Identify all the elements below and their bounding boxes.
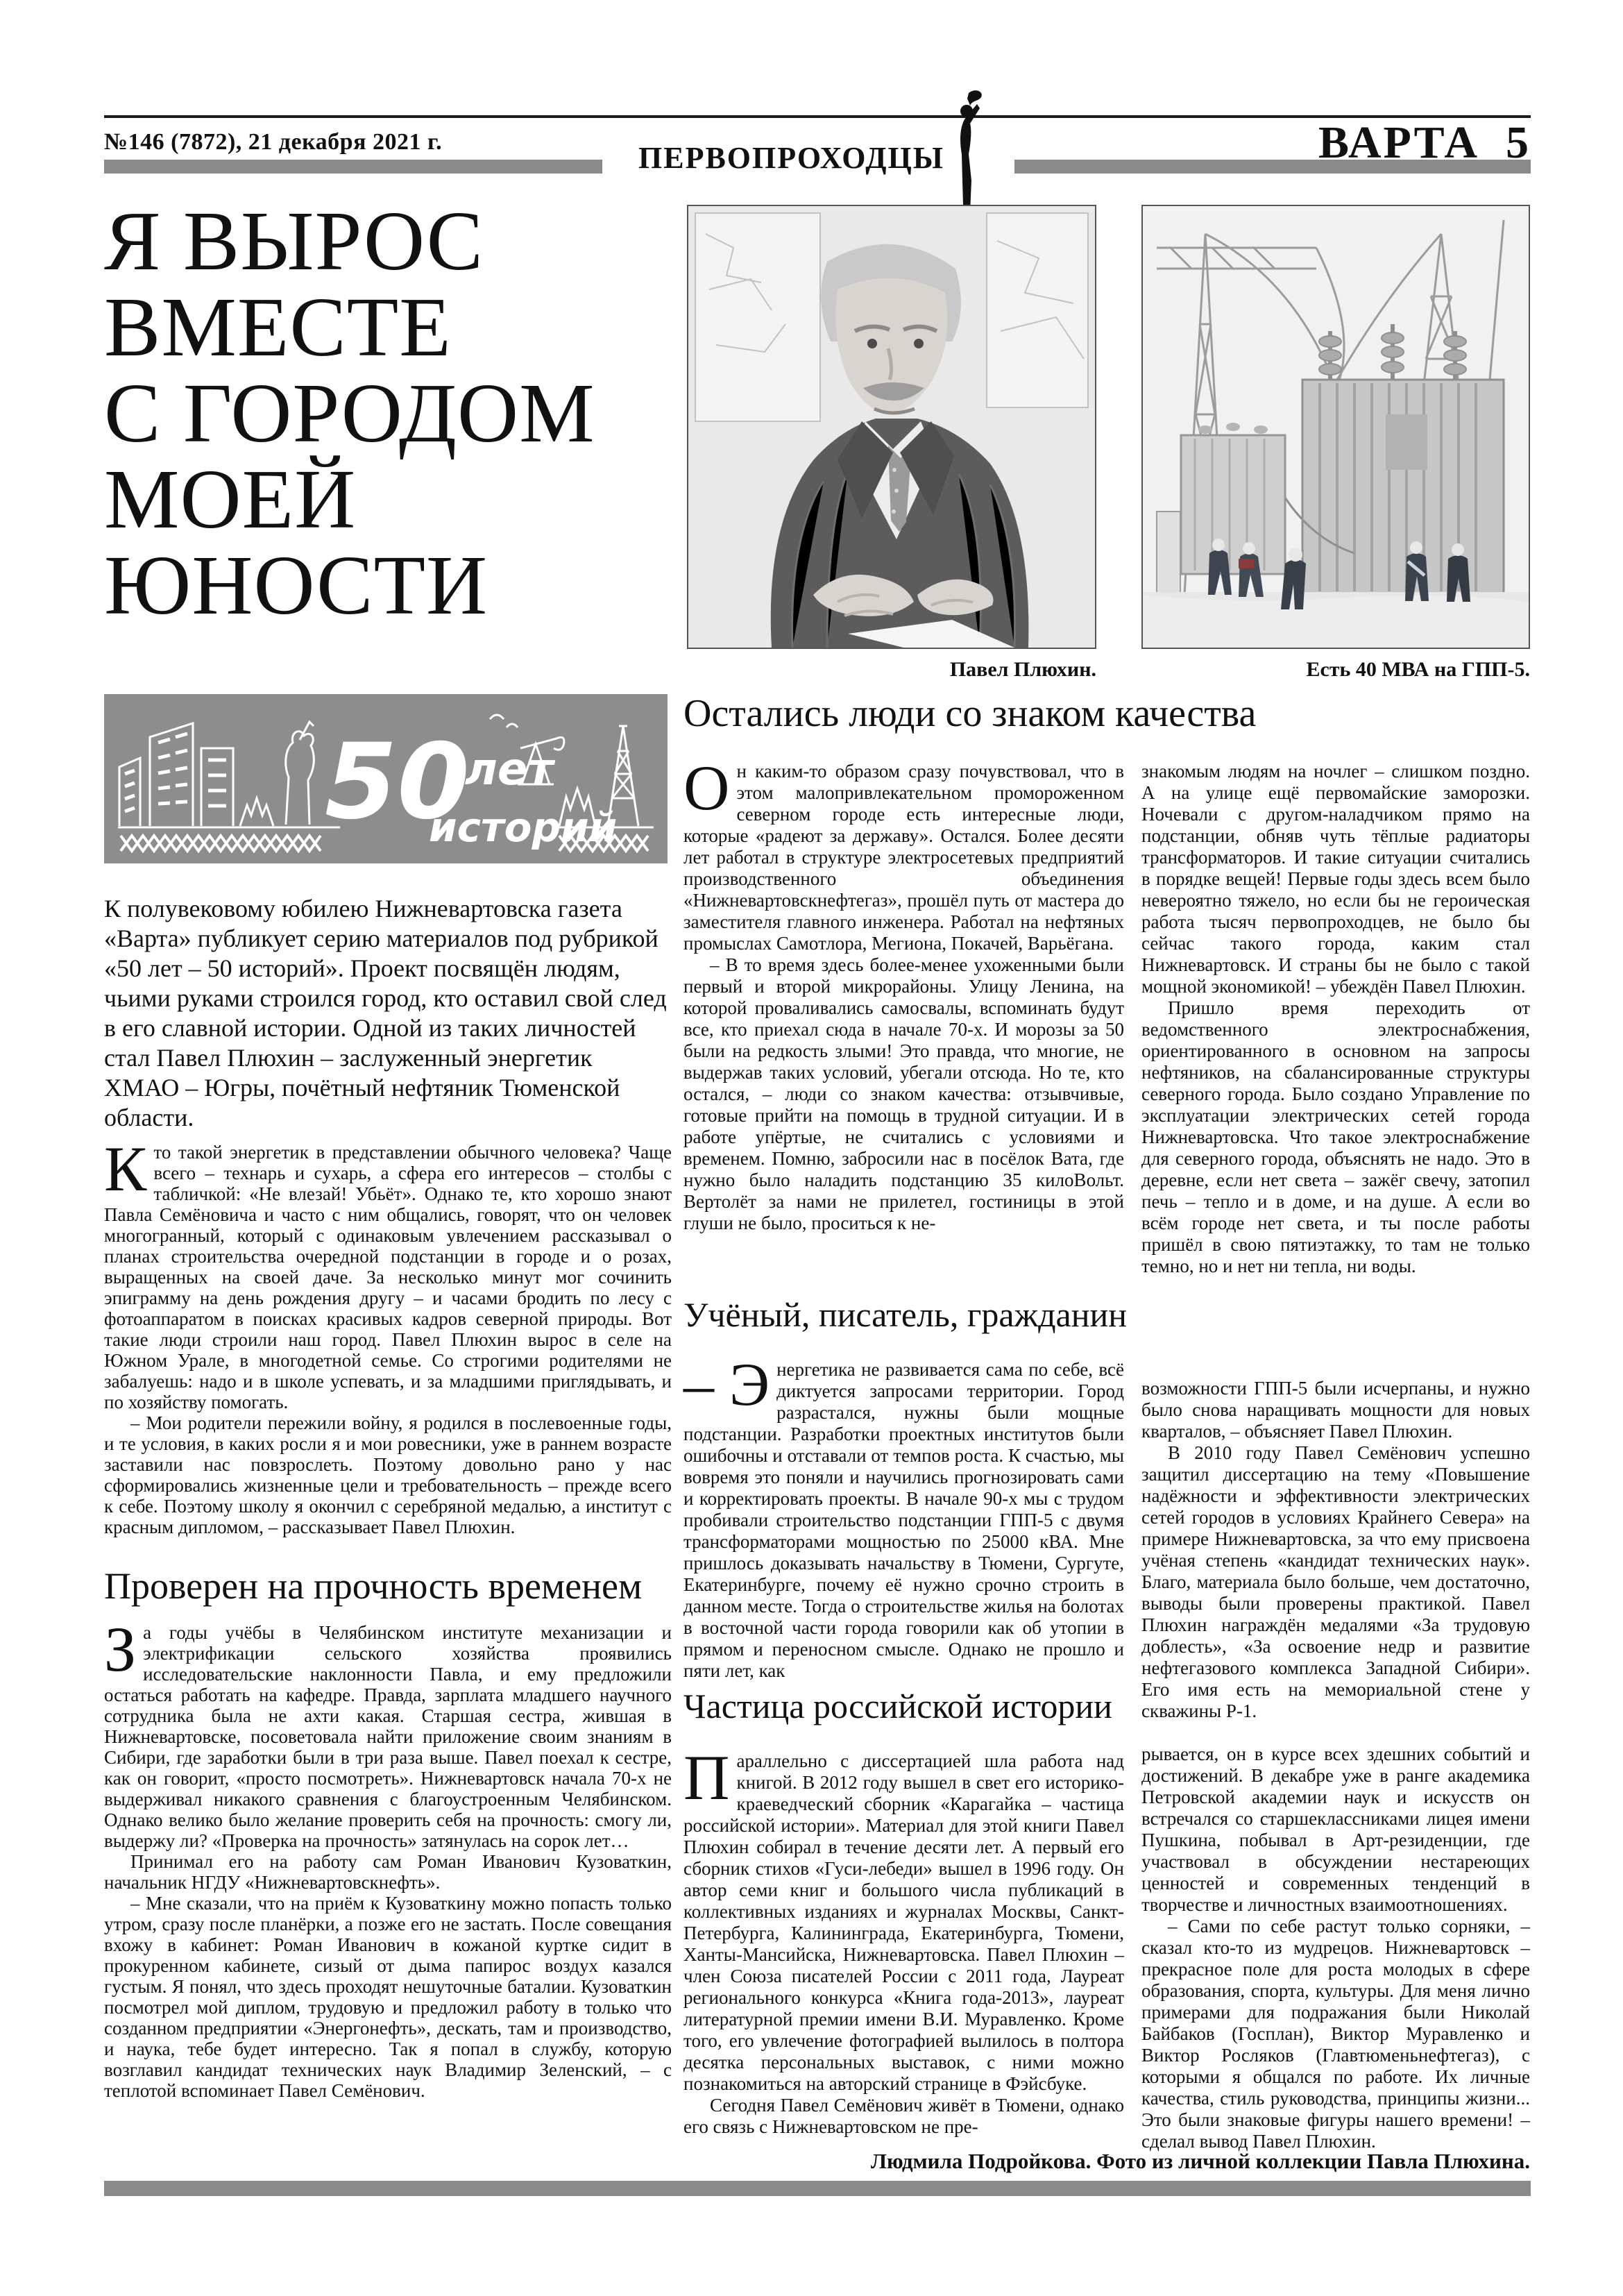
rubric-bar-left [104, 160, 602, 174]
scientist-col2 [683, 1351, 1124, 1682]
page-number: 5 [1506, 117, 1531, 168]
headline-line: МОЕЙ [104, 453, 357, 546]
paragraph: – Э нергетика не развивается сама по себе, всё диктуется запросами территории. Город разрастался, нужны были мощные подстанции. Разработки проектных институтов были ошибочны и отставали от темпов роста. К счастью, мы вовремя это поняли и научились прогнозировать сами и корректировать проекты. В начале 90-х мы с трудом пробивали строительство подстанции ГПП-5 с двумя трансформаторами мощностью по 25000 кВА. Мне пришлось доказывать начальству в Тюмени, Сургуте, Екатеринбурге, почему её нужно срочно строить в данном месте. Тогда о строительстве жилья на болотах в восточной части города говорили как об утопии в прямом и переносном смысле. Однако не прошло и пяти лет, как [683, 1351, 1124, 1681]
paragraph: Кто такой энергетик в представлении обычного человека? Чаще всего – технарь и сухарь, а сфера его интересов – столбы с табличкой: «Не влезай! Убьёт». Однако те, кто хорошо знают Павла Семёновича и часто с ним общались, говорят, что он человек многогранный, который с одинаковым увлечением рассказывал о планах строительства очередной подстанции в городе и о розах, выращенных на своей даче. За несколько минут мог сочинить эпиграмму на день рождения другу – и часами бродить по лесу с фотоаппаратом в поисках красивых кадров северной природы. Вот такие люди строили наш город. Павел Плюхин вырос в селе на Южном Урале, в многодетной семье. Со строгими родителями не забалуешь: надо и в школе успевать, и за младшими приглядывать, и по хозяйству помогать. [104, 1133, 672, 1412]
paragraph: – Сами по себе растут только сорняки, – сказал кто-то из мудрецов. Нижневартовск – прекрасное поле для роста молодых в сфере образования, спорта, культуры. Для меня лично примерами для подражания были Николай Байбаков (Госплан), Виктор Муравленко и Виктор Росляков (Главтюменьнефтегаз), с которыми я общался по работе. Их личные качества, стиль руководства, принципы жизни... Это были знаковые фигуры нашего времени! – сделал вывод Павел Плюхин. [1141, 1916, 1530, 2152]
issue-info: №146 (7872), 21 декабря 2021 г. [104, 129, 443, 155]
paragraph: – Мне сказали, что на приём к Кузоваткину можно попасть только утром, сразу после планёрки, а позже его не застать. После совещания вхожу в кабинет: Роман Иванович в кожаной куртке сидит в прокуренном кабинете, сизый от дыма папирос воздух казался густым. Я понял, что здесь проходят нешуточные баталии. Кузоваткин посмотрел мой диплом, трудовую и предложил работу в только что созданном предприятии «Энергонефть», дескать, там и производство, и наука, тебе будет интересно. Так я попал в службу, которую возглавил кандидат технических наук Владимир Зеленский, – с теплотой вспоминает Павел Семёнович. [104, 1893, 672, 2101]
scientist-col3 [1141, 1378, 1530, 1722]
paragraph: – Мои родители пережили войну, я родился в послевоенные годы, и те условия, в каких росли я и мои ровесники, уже в раннем возрасте заставили нас повзрослеть. Поэтому довольно рано у нас сформировались жизненные цели и требовательность – прежде всего к себе. Поэтому школу я окончил с серебряной медалью, а институт с красным дипломом, – рассказывает Павел Плюхин. [104, 1412, 672, 1537]
section-heading-scientist: Учёный, писатель, гражданин [683, 1295, 1128, 1334]
anniversary-logo [104, 694, 668, 863]
history-col3 [1141, 1744, 1530, 2152]
paragraph: Пришло время переходить от ведомственного электроснабжения, ориентированного в основном на запросы нефтяников, на сбалансированные структуры северного города. Было создано Управление по эксплуатации электрических сетей города Нижневартовска. Что такое электроснабжение для северного города, объяснять не надо. Это в деревне, если нет света – зажёг свечу, затопил печь – тепло и в доме, и на душе. А если во всём городе нет света, и ты после работы пришёл в свою пятиэтажку, то там не только темно, но и нет ни тепла, ни воды. [1141, 997, 1530, 1276]
headline-line: ВМЕСТЕ [104, 280, 452, 374]
paragraph: рывается, он в курсе всех здешних событий и достижений. В декабре уже в ранге академика Петровской академии наук и искусств он встречался со старшеклассниками лицея имени Пушкина, побывал в Арт-резиденции, где участвовал в обсуждении нестареющих ценностей и современных тенденций в творчестве и личностных взаимоотношениях. [1141, 1744, 1530, 1915]
photo-substation [1141, 205, 1530, 649]
byline: Людмила Подройкова. Фото из личной коллекции Павла Плюхина. [870, 2149, 1530, 2173]
section-heading-quality: Остались люди со знаком качества [683, 692, 1257, 735]
paragraph: Сегодня Павел Семёнович живёт в Тюмени, однако его связь с Нижневартовском не пре- [683, 2095, 1124, 2137]
masthead-title: ВАРТА [1318, 117, 1479, 168]
history-col2 [683, 1742, 1124, 2138]
photo1-caption: Павел Плюхин. [949, 658, 1096, 681]
quality-col3 [1141, 761, 1530, 1277]
masthead [1180, 117, 1531, 169]
svg-text:историй: историй [429, 804, 618, 851]
paragraph: – В то время здесь более-менее ухоженными были первый и второй микрорайоны. Улицу Ленина, на которой проваливались самосвалы, вспоминать будут все, кто приехал сюда в начале 70-х. И морозы за 50 были на редкость злыми! Это правда, что многие, не выдержав таких условий, убегали отсюда. Но те, кто остался, – люди со знаком качества: отзывчивые, готовые прийти на помощь в трудной ситуации. И в работе упёртые, не считались с условиями и временем. Помню, забросили нас в посёлок Вата, где нужно было наладить подстанцию 35 килоВольт. Вертолёт за нами не прилетел, гостиницы в этой глуши не было, проситься к не- [683, 954, 1124, 1233]
footer-bar [104, 2181, 1531, 2196]
headline-line: С ГОРОДОМ [104, 366, 595, 460]
lead-paragraph: К полувековому юбилею Нижневартовска газета «Варта» публикует серию материалов под рубрикой «50 лет – 50 историй». Проект посвящён людям, чьими руками строился город, кто оставил свой след в его славной истории. Одной из таких личностей стал Павел Плюхин – заслуженный энергетик ХМАО – Югры, почётный нефтяник Тюменской области. [104, 895, 667, 1131]
paragraph: возможности ГПП-5 были исчерпаны, и нужно было снова наращивать мощности для новых кварталов, – объясняет Павел Плюхин. [1141, 1378, 1530, 1442]
dropcap: З [104, 1614, 137, 1685]
dropcap: – Э [683, 1351, 770, 1419]
rubric-title: ПЕРВОПРОХОДЦЫ [638, 141, 944, 175]
dropcap: К [104, 1133, 147, 1204]
quality-col2 [683, 752, 1124, 1234]
logo-50: 50 [325, 722, 470, 843]
paragraph: Он каким-то образом сразу почувствовал, что в этом малопривлекательном промороженном северном городе есть интересные люди, которые «радеют за державу». Остался. Более десяти лет работал в структуре электросетевых предприятий производственного объединения «Нижневартовскнефтегаз», прошёл путь от мастера до заместителя главного инженера. Работал на нефтяных промыслах Самотлора, Мегиона, Покачей, Варьёгана. [683, 752, 1124, 954]
headline-line: Я ВЫРОС [104, 194, 484, 288]
paragraph: За годы учёбы в Челябинском институте механизации и электрификации сельского хозяйства проявились исследовательские наклонности Павла, и ему предложили остаться работать на кафедре. Правда, зарплата младшего научного сотрудника была не ахти какая. Старшая сестра, жившая в Нижневартовске, посоветовала найти приложение своим знаниям в Сибири, где заработки были в три раза выше. Павел поехал к сестре, как он говорит, «просто посмотреть». Нижневартовск начала 70-х не выдерживал никакого сравнения с благоустроенным Челябинском. Однако велико было желание проверить себя на прочность: смогу ли, выдержу ли? «Проверка на прочность» затянулась на сорок лет… [104, 1614, 672, 1851]
paragraph: Параллельно с диссертацией шла работа над книгой. В 2012 году вышел в свет его историко-краеведческий сборник «Карагайка – частица российской истории». Материал для этой книги Павел Плюхин собирал в течение десяти лет. А первый его сборник стихов «Гуси-лебеди» вышел в 1996 году. Он автор семи книг и большого числа публикаций в коллективных изданиях и журналах Москвы, Санкт-Петербурга, Калининграда, Екатеринбурга, Тюмени, Ханты-Мансийска, Нижневартовска. Павел Плюхин – член Союза писателей России с 2011 года, Лауреат регионального конкурса «Книга года-2013», лауреат литературной премии имени В.И. Муравленко. Кроме того, его увлечение фотографией вылилось в полтора десятка персональных выставок, с ними можно познакомиться на авторский странице в Фэйсбуке. [683, 1742, 1124, 2094]
svg-text:лет: лет [465, 744, 554, 795]
dropcap: П [683, 1742, 730, 1813]
dropcap: О [683, 752, 730, 823]
paragraph: знакомым людям на ночлег – слишком поздно. А на улице ещё первомайские заморозки. Ночевали с другом-наладчиком прямо на подстанции, обняв чуть тёплые радиаторы трансформаторов. И такие ситуации считались в порядке вещей! Первые годы здесь всем было невероятно тяжело, но если бы не героическая работа тысяч первопроходцев, не было бы сейчас такого города, каким стал Нижневартовск. И страны бы не было с такой мощной экономикой! – убеждён Павел Плюхин. [1141, 761, 1530, 997]
paragraph: В 2010 году Павел Семёнович успешно защитил диссертацию на тему «Повышение надёжности и эффективности электрических сетей городов в условиях Крайнего Севера» на примере Нижневартовска, за что ему присвоена учёная степень «кандидат технических наук». Благо, материала было больше, чем достаточно, выводы были проверены практикой. Павел Плюхин награждён медалями «За трудовую доблесть», «За освоение недр и развитие нефтегазового комплекса Западной Сибири». Его имя есть на мемориальной стене у скважины Р-1. [1141, 1442, 1530, 1721]
photo2-caption: Есть 40 МВА на ГПП-5. [1306, 658, 1530, 681]
paragraph: Принимал его на работу сам Роман Иванович Кузоваткин, начальник НГДУ «Нижневартовскнефть». [104, 1851, 672, 1893]
section-heading-history: Частица российской истории [683, 1687, 1112, 1725]
photo-pavel-plyukhin [687, 205, 1096, 649]
section-heading-proveren: Проверен на прочность временем [104, 1565, 643, 1607]
article-column-1 [104, 1133, 672, 2101]
headline-line: ЮНОСТИ [104, 539, 488, 632]
article-headline [104, 194, 680, 632]
